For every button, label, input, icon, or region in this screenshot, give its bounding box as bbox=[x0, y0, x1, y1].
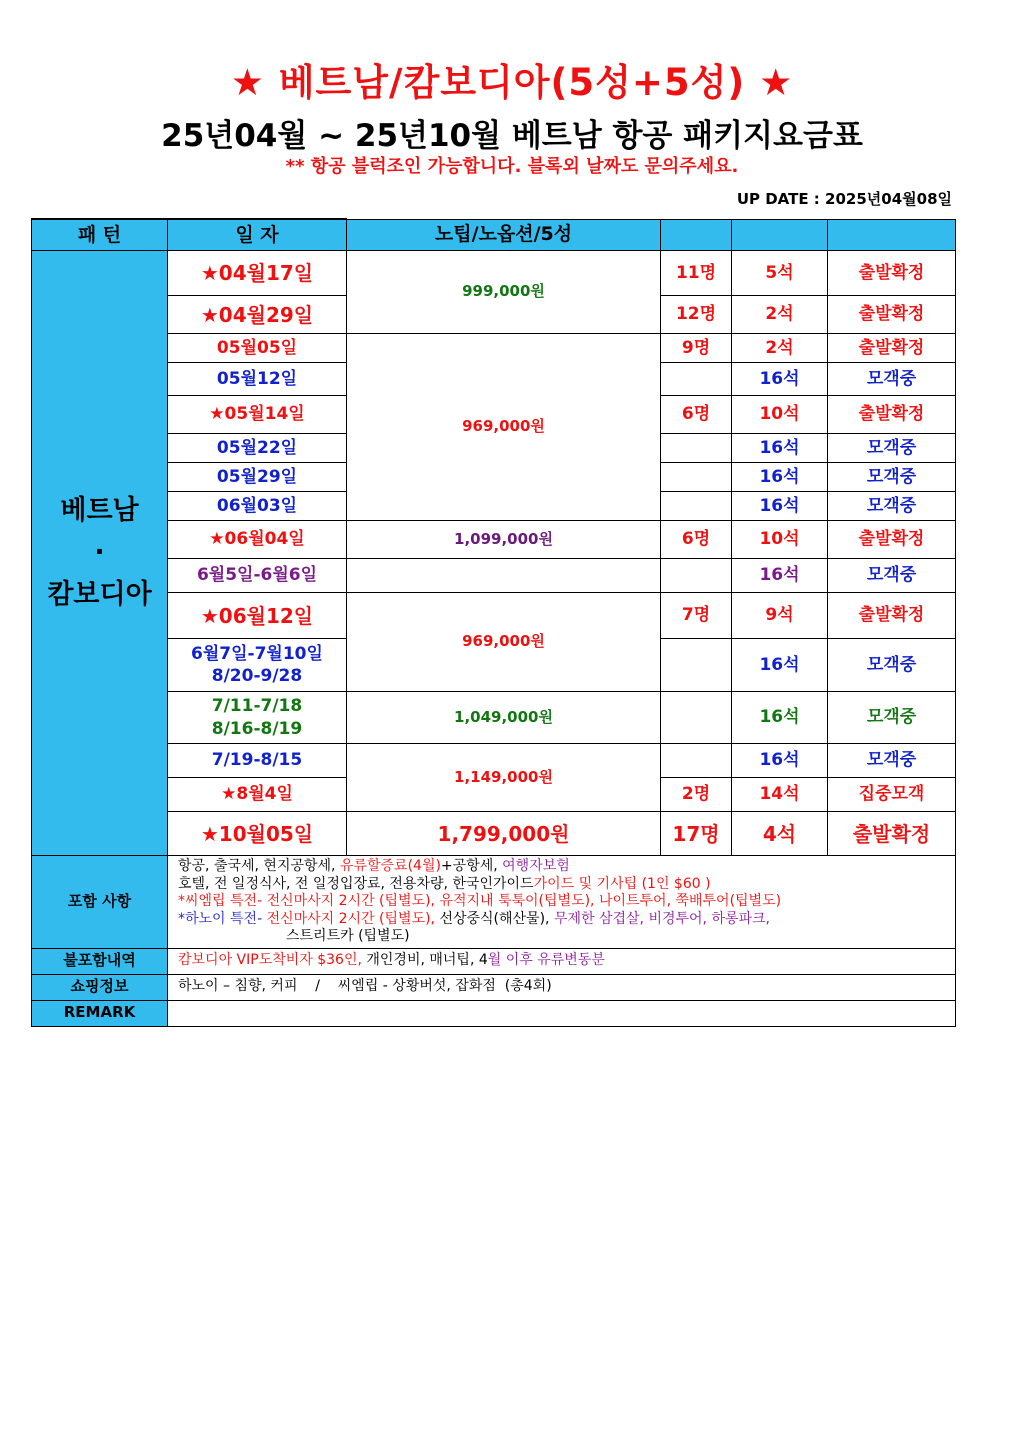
table-row bbox=[32, 692, 956, 744]
table-row bbox=[32, 812, 956, 856]
row-date: ★8월4일 bbox=[168, 778, 347, 812]
row-price: 1,149,000원 bbox=[347, 744, 661, 812]
row-date: 7/19-8/15 bbox=[168, 744, 347, 778]
row-status: 모객중 bbox=[828, 434, 956, 463]
row-pax: 7명 bbox=[661, 593, 732, 639]
row-seats: 2석 bbox=[732, 334, 828, 363]
page-subtitle: 25년04월 ~ 25년10월 베트남 항공 패키지요금표 bbox=[161, 118, 863, 154]
row-pax bbox=[661, 492, 732, 521]
table-row bbox=[32, 334, 956, 363]
row-seats: 10석 bbox=[732, 396, 828, 434]
included-text: 선상중식(해산물), bbox=[439, 910, 554, 927]
row-date bbox=[168, 692, 347, 744]
header-pattern: 패 턴 bbox=[32, 219, 168, 251]
row-price: 1,099,000원 bbox=[347, 521, 661, 559]
header-price: 노팁/노옵션/5성 bbox=[347, 219, 661, 251]
row-price: 1,049,000원 bbox=[347, 692, 661, 744]
row-price: 969,000원 bbox=[347, 593, 661, 692]
page-title: ★ 베트남/캄보디아(5성+5성) ★ bbox=[230, 61, 794, 104]
included-line-4 bbox=[178, 911, 945, 929]
included-text: 호텔, 전 일정식사, 전 일정입장료, 전용차량, 한국인가이드 bbox=[178, 875, 534, 892]
row-pax bbox=[661, 559, 732, 593]
row-date: 05월29일 bbox=[168, 463, 347, 492]
row-status: 모객중 bbox=[828, 559, 956, 593]
row-status: 모객중 bbox=[828, 492, 956, 521]
row-date: ★10월05일 bbox=[168, 812, 347, 856]
row-status: 모객중 bbox=[828, 639, 956, 692]
included-text: +공항세, bbox=[440, 858, 503, 874]
row-status: 출발확정 bbox=[828, 396, 956, 434]
row-date: 6월5일-6월6일 bbox=[168, 559, 347, 593]
header-date: 일 자 bbox=[168, 219, 347, 251]
row-status: 집중모객 bbox=[828, 778, 956, 812]
row-date: ★06월12일 bbox=[168, 593, 347, 639]
row-date: 05월05일 bbox=[168, 334, 347, 363]
row-status: 출발확정 bbox=[828, 296, 956, 334]
excluded-row bbox=[32, 948, 956, 974]
notice-text: ** 항공 블럭조인 가능합니다. 블록외 날짜도 문의주세요. bbox=[285, 156, 739, 177]
row-seats: 2석 bbox=[732, 296, 828, 334]
row-status: 모객중 bbox=[828, 463, 956, 492]
table-row bbox=[32, 744, 956, 778]
row-status: 모객중 bbox=[828, 744, 956, 778]
row-pax: 11명 bbox=[661, 251, 732, 296]
row-status: 출발확정 bbox=[828, 251, 956, 296]
row-seats: 16석 bbox=[732, 363, 828, 396]
row-date: 05월22일 bbox=[168, 434, 347, 463]
row-seats: 14석 bbox=[732, 778, 828, 812]
row-date: ★05월14일 bbox=[168, 396, 347, 434]
row-date-line1: 6월7일-7월10일 bbox=[191, 643, 323, 664]
included-label: 포함 사항 bbox=[32, 856, 168, 949]
row-pax bbox=[661, 463, 732, 492]
header-status bbox=[828, 219, 956, 251]
region-cell bbox=[32, 251, 168, 856]
row-pax bbox=[661, 639, 732, 692]
region-cambodia: 캄보디아 bbox=[47, 578, 152, 610]
row-date: 06월03일 bbox=[168, 492, 347, 521]
included-row bbox=[32, 856, 956, 949]
row-date bbox=[168, 639, 347, 692]
included-text: 무제한 삼겹살, 비경투어, 하롱파크, bbox=[553, 910, 770, 927]
row-seats: 9석 bbox=[732, 593, 828, 639]
row-date-line2: 8/16-8/19 bbox=[211, 718, 303, 739]
excluded-label: 불포함내역 bbox=[32, 948, 168, 974]
row-pax: 12명 bbox=[661, 296, 732, 334]
remark-label: REMARK bbox=[32, 1000, 168, 1026]
included-text: 유류할증료(4월) bbox=[339, 858, 441, 874]
update-date: UP DATE : 2025년04월08일 bbox=[736, 190, 952, 208]
row-seats: 16석 bbox=[732, 559, 828, 593]
row-date: ★04월29일 bbox=[168, 296, 347, 334]
included-text: 가이드 및 기사팁 (1인 $60 ) bbox=[533, 875, 711, 892]
row-pax: 17명 bbox=[661, 812, 732, 856]
row-seats: 16석 bbox=[732, 492, 828, 521]
shopping-content: 하노이 – 침향, 커피 / 씨엠립 - 상황버섯, 잡화점 (총4회) bbox=[168, 974, 956, 1000]
table-row bbox=[32, 559, 956, 593]
included-text: 여행자보험 bbox=[502, 858, 570, 874]
region-dot: · bbox=[94, 537, 105, 569]
included-line-5: 스트리트카 (팁별도) bbox=[286, 928, 410, 944]
row-seats: 16석 bbox=[732, 692, 828, 744]
table-header-row bbox=[32, 219, 956, 251]
row-price-empty bbox=[347, 559, 661, 593]
shopping-label: 쇼핑정보 bbox=[32, 974, 168, 1000]
included-line-2 bbox=[178, 876, 945, 894]
excluded-text: 월 이후 유류변동분 bbox=[487, 952, 605, 969]
excluded-text: 개인경비, 매너팁, 4 bbox=[361, 952, 488, 969]
row-seats: 16석 bbox=[732, 744, 828, 778]
row-seats: 16석 bbox=[732, 463, 828, 492]
row-status: 출발확정 bbox=[828, 334, 956, 363]
row-status: 출발확정 bbox=[828, 521, 956, 559]
row-seats: 4석 bbox=[732, 812, 828, 856]
included-content bbox=[168, 856, 956, 949]
row-pax: 2명 bbox=[661, 778, 732, 812]
excluded-content bbox=[168, 948, 956, 974]
table-row bbox=[32, 251, 956, 296]
row-seats: 16석 bbox=[732, 434, 828, 463]
header-pax bbox=[661, 219, 732, 251]
table-row bbox=[32, 593, 956, 639]
row-date: ★06월04일 bbox=[168, 521, 347, 559]
row-seats: 5석 bbox=[732, 251, 828, 296]
row-pax: 6명 bbox=[661, 396, 732, 434]
price-table bbox=[31, 218, 956, 1027]
row-date-line1: 7/11-7/18 bbox=[211, 696, 303, 717]
shopping-row bbox=[32, 974, 956, 1000]
header-seats bbox=[732, 219, 828, 251]
row-date-line2: 8/20-9/28 bbox=[211, 666, 303, 686]
included-line-3: *씨엠립 특전- 전신마사지 2시간 (팁별도), 유적지내 툭툭이(팁별도), 나이트투어, 쭉배투어(팁별도) bbox=[178, 893, 782, 909]
region-vietnam: 베트남 bbox=[60, 495, 139, 527]
row-price: 969,000원 bbox=[347, 334, 661, 521]
row-pax bbox=[661, 363, 732, 396]
row-pax bbox=[661, 692, 732, 744]
row-pax: 9명 bbox=[661, 334, 732, 363]
row-status: 모객중 bbox=[828, 692, 956, 744]
included-text: *하노이 특전- bbox=[178, 910, 267, 927]
row-pax bbox=[661, 744, 732, 778]
row-seats: 10석 bbox=[732, 521, 828, 559]
included-text: 항공, 출국세, 현지공항세, bbox=[178, 858, 340, 874]
row-price: 1,799,000원 bbox=[347, 812, 661, 856]
row-price: 999,000원 bbox=[347, 251, 661, 334]
row-pax bbox=[661, 434, 732, 463]
row-status: 모객중 bbox=[828, 363, 956, 396]
row-date: ★04월17일 bbox=[168, 251, 347, 296]
remark-row bbox=[32, 1000, 956, 1026]
row-pax: 6명 bbox=[661, 521, 732, 559]
row-date: 05월12일 bbox=[168, 363, 347, 396]
row-seats: 16석 bbox=[732, 639, 828, 692]
row-status: 출발확정 bbox=[828, 812, 956, 856]
included-text: 전신마사지 2시간 (팁별도), bbox=[266, 910, 440, 927]
remark-content bbox=[168, 1000, 956, 1026]
row-status: 출발확정 bbox=[828, 593, 956, 639]
included-line-1 bbox=[178, 858, 945, 876]
excluded-text: 캄보디아 VIP도착비자 $36인, bbox=[178, 952, 362, 969]
table-row bbox=[32, 521, 956, 559]
